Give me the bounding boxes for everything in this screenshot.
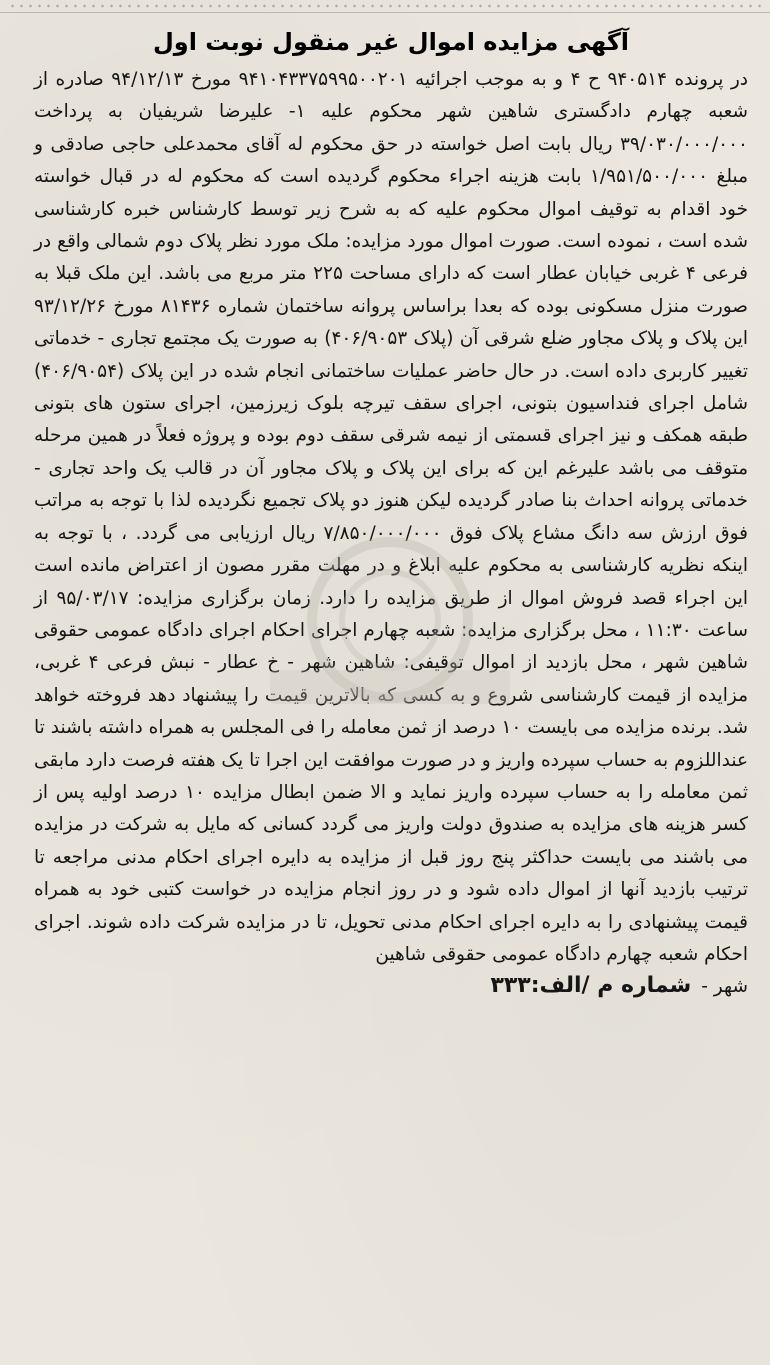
notice-number: شماره م /الف:۳۳۳ [490, 973, 692, 999]
footer-prefix: شهر - [701, 976, 748, 998]
top-border-rule [0, 0, 770, 13]
top-border-dots [8, 3, 762, 9]
notice-footer [34, 971, 748, 1002]
notice-body: در پرونده ۹۴۰۵۱۴ ح ۴ و به موجب اجرائیه ۹۴۱۰۴۳۳۷۵۹۹۵۰۰۲۰۱ مورخ ۹۴/۱۲/۱۳ صادره از شعبه چهارم دادگستری شاهین شهر محکوم علیه ۱- علیرضا شریفیان به پرداخت ۳۹/۰۳۰/۰۰۰/۰۰۰ ریال بابت اصل خواسته در حق محکوم له آقای محمدعلی حاجی صادقی و مبلغ ۱/۹۵۱/۵۰۰/۰۰۰ بابت هزینه اجراء محکوم گردیده است که محکوم له در قبال خواسته خود اقدام به توقیف اموال محکوم علیه که به شرح زیر توسط کارشناس خبره کارشناسی شده است ، نموده است. صورت اموال مورد مزایده: ملک مورد نظر پلاک دوم شمالی واقع در فرعی ۴ غربی خیابان عطار است که دارای مساحت ۲۲۵ متر مربع می باشد. این ملک قبلا به صورت منزل مسکونی بوده که بعدا براساس پروانه ساختمان شماره ۸۱۴۳۶ مورخ ۹۳/۱۲/۲۶ این پلاک و پلاک مجاور ضلع شرقی آن (پلاک ۴۰۶/۹۰۵۳) به صورت یک مجتمع تجاری - خدماتی تغییر کاربری داده است. در حال حاضر عملیات ساختمانی انجام شده در این پلاک (۴۰۶/۹۰۵۴) شامل اجرای فنداسیون بتونی، اجرای سقف تیرچه بلوک زیرزمین، اجرای ستون های بتونی طبقه همکف و نیز اجرای قسمتی از نیمه شرقی سقف دوم بوده و پروژه فعلاً در همین مرحله متوقف می باشد علیرغم این که برای این پلاک و پلاک مجاور آن در قالب یک واحد تجاری - خدماتی پروانه احداث بنا صادر گردیده لیکن هنوز دو پلاک تجمیع نگردیده لذا با توجه به مراتب فوق ارزش سه دانگ مشاع پلاک فوق ۷/۸۵۰/۰۰۰/۰۰۰ ریال ارزیابی می گردد. ، با توجه به اینکه نظریه کارشناسی به محکوم علیه ابلاغ و در مهلت مقرر مصون از اعتراض مانده است این اجراء قصد فروش اموال از طریق مزایده را دارد. زمان برگزاری مزایده: ۹۵/۰۳/۱۷ از ساعت ۱۱:۳۰ ، محل برگزاری مزایده: شعبه چهارم اجرای احکام اجرای دادگاه عمومی حقوقی شاهین شهر ، محل بازدید از اموال توقیفی: شاهین شهر - خ عطار - نبش فرعی ۴ غربی، مزایده از قیمت کارشناسی شروع و به کسی که بالاترین قیمت را پیشنهاد دهد فروخته خواهد شد. برنده مزایده می بایست ۱۰ درصد از ثمن معامله را فی المجلس به همراه داشته باشند تا عنداللزوم به حساب سپرده واریز و در صورت موافقت این اجرا تا یک هفته فرصت دارد مابقی ثمن معامله را به حساب سپرده واریز نماید و الا ضمن ابطال مزایده ۱۰ درصد اولیه پس از کسر هزینه های مزایده به صندوق دولت واریز می گردد کسانی که مایل به شرکت در مزایده می باشند می بایست حداکثر پنج روز قبل از مزایده به دایره اجرای احکام مدنی مراجعه تا ترتیب بازدید آنها از اموال داده شود و در روز انجام مزایده در خواست کتبی خود به همراه قیمت پیشنهادی را به دایره اجرای احکام مدنی تحویل، تا در مزایده شرکت داده شوند. اجرای احکام شعبه چهارم دادگاه عمومی حقوقی شاهین [34, 69, 749, 965]
notice-title: آگهی مزایده اموال غیر منقول نوبت اول [152, 28, 630, 56]
